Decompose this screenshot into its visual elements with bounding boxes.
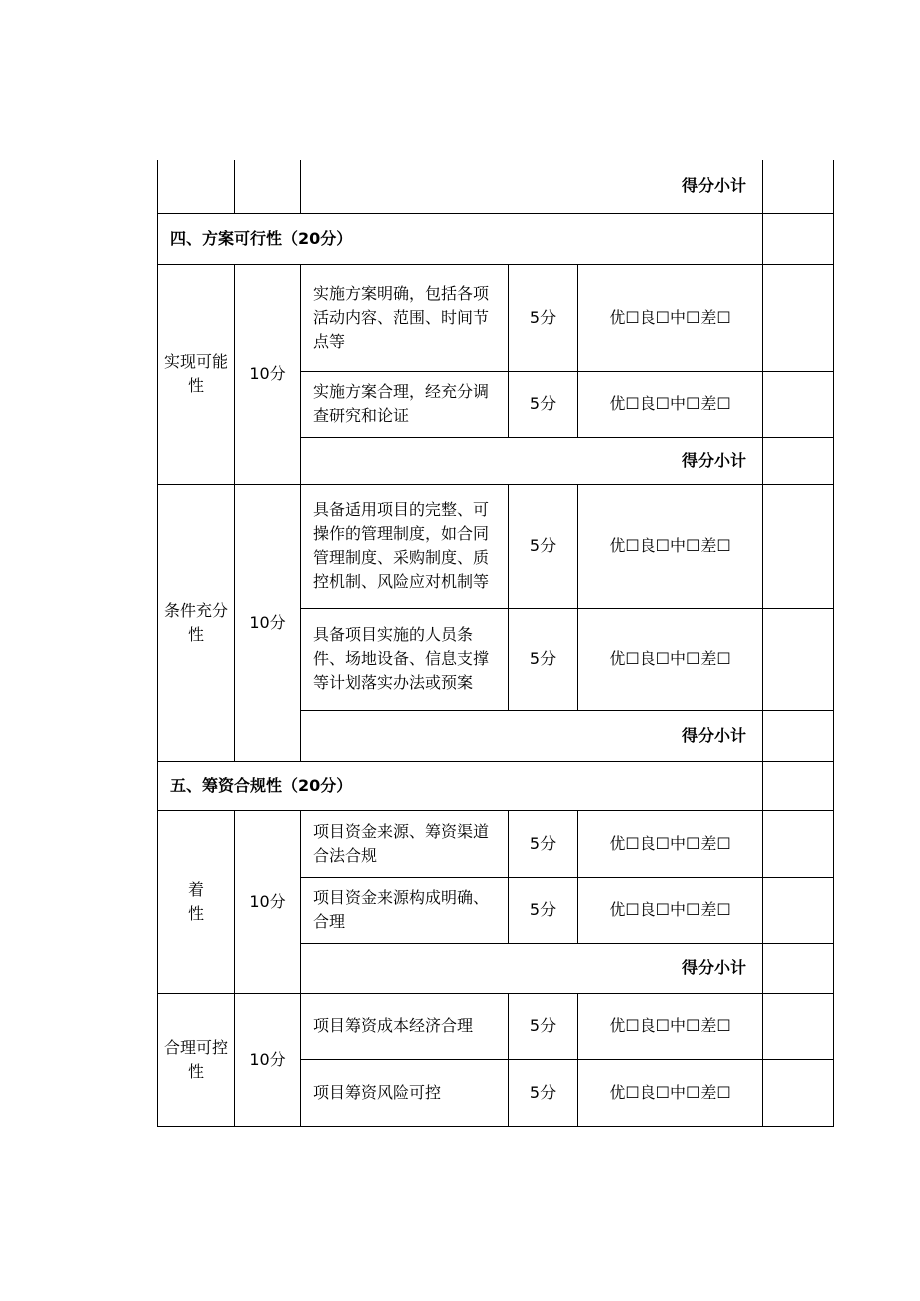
table-row bbox=[158, 160, 834, 213]
subtotal-score-cell[interactable] bbox=[763, 160, 834, 213]
dimension-points: 10分 bbox=[235, 264, 301, 484]
section-header-row bbox=[158, 213, 834, 264]
criterion-text: 项目筹资成本经济合理 bbox=[301, 993, 509, 1059]
subtotal-label: 得分小计 bbox=[301, 943, 763, 993]
blank-cell bbox=[158, 160, 235, 213]
section-score-cell[interactable] bbox=[763, 213, 834, 264]
score-entry-cell[interactable] bbox=[763, 1059, 834, 1126]
subtotal-label: 得分小计 bbox=[301, 710, 763, 761]
grade-checkboxes[interactable]: 优☐良☐中☐差☐ bbox=[578, 484, 763, 608]
dimension-label: 条件充分 性 bbox=[158, 484, 235, 761]
dimension-points: 10分 bbox=[235, 484, 301, 761]
table-row bbox=[158, 993, 834, 1059]
criterion-score: 5分 bbox=[509, 484, 578, 608]
dimension-points: 10分 bbox=[235, 993, 301, 1126]
section-score-cell[interactable] bbox=[763, 761, 834, 810]
grade-checkboxes[interactable]: 优☐良☐中☐差☐ bbox=[578, 993, 763, 1059]
criterion-score: 5分 bbox=[509, 810, 578, 877]
criterion-text: 具备项目实施的人员条件、场地设备、信息支撑等计划落实办法或预案 bbox=[301, 608, 509, 710]
score-entry-cell[interactable] bbox=[763, 371, 834, 437]
criterion-score: 5分 bbox=[509, 993, 578, 1059]
score-entry-cell[interactable] bbox=[763, 993, 834, 1059]
grade-checkboxes[interactable]: 优☐良☐中☐差☐ bbox=[578, 371, 763, 437]
subtotal-score-cell[interactable] bbox=[763, 943, 834, 993]
criterion-text: 项目资金来源、筹资渠道合法合规 bbox=[301, 810, 509, 877]
score-entry-cell[interactable] bbox=[763, 810, 834, 877]
score-entry-cell[interactable] bbox=[763, 608, 834, 710]
dimension-label: 合理可控 性 bbox=[158, 993, 235, 1126]
dimension-label: 着 性 bbox=[158, 810, 235, 993]
table-row bbox=[158, 484, 834, 608]
section-title: 四、方案可行性（20分） bbox=[158, 213, 763, 264]
criterion-text: 实施方案明确，包括各项活动内容、范围、时间节点等 bbox=[301, 264, 509, 371]
dimension-label: 实现可能 性 bbox=[158, 264, 235, 484]
criterion-score: 5分 bbox=[509, 608, 578, 710]
dimension-points: 10分 bbox=[235, 810, 301, 993]
score-entry-cell[interactable] bbox=[763, 264, 834, 371]
score-entry-cell[interactable] bbox=[763, 484, 834, 608]
blank-cell bbox=[235, 160, 301, 213]
criterion-score: 5分 bbox=[509, 264, 578, 371]
section-header-row bbox=[158, 761, 834, 810]
criterion-score: 5分 bbox=[509, 371, 578, 437]
grade-checkboxes[interactable]: 优☐良☐中☐差☐ bbox=[578, 1059, 763, 1126]
grade-checkboxes[interactable]: 优☐良☐中☐差☐ bbox=[578, 810, 763, 877]
grade-checkboxes[interactable]: 优☐良☐中☐差☐ bbox=[578, 264, 763, 371]
subtotal-score-cell[interactable] bbox=[763, 437, 834, 484]
table-row bbox=[158, 264, 834, 371]
criterion-score: 5分 bbox=[509, 1059, 578, 1126]
table-row bbox=[158, 810, 834, 877]
criterion-text: 实施方案合理，经充分调查研究和论证 bbox=[301, 371, 509, 437]
subtotal-label: 得分小计 bbox=[301, 437, 763, 484]
subtotal-label: 得分小计 bbox=[301, 160, 763, 213]
evaluation-table bbox=[157, 160, 834, 1127]
grade-checkboxes[interactable]: 优☐良☐中☐差☐ bbox=[578, 877, 763, 943]
grade-checkboxes[interactable]: 优☐良☐中☐差☐ bbox=[578, 608, 763, 710]
section-title: 五、筹资合规性（20分） bbox=[158, 761, 763, 810]
score-entry-cell[interactable] bbox=[763, 877, 834, 943]
subtotal-score-cell[interactable] bbox=[763, 710, 834, 761]
criterion-text: 项目筹资风险可控 bbox=[301, 1059, 509, 1126]
criterion-text: 具备适用项目的完整、可操作的管理制度，如合同管理制度、采购制度、质控机制、风险应对机制等 bbox=[301, 484, 509, 608]
criterion-text: 项目资金来源构成明确、合理 bbox=[301, 877, 509, 943]
criterion-score: 5分 bbox=[509, 877, 578, 943]
